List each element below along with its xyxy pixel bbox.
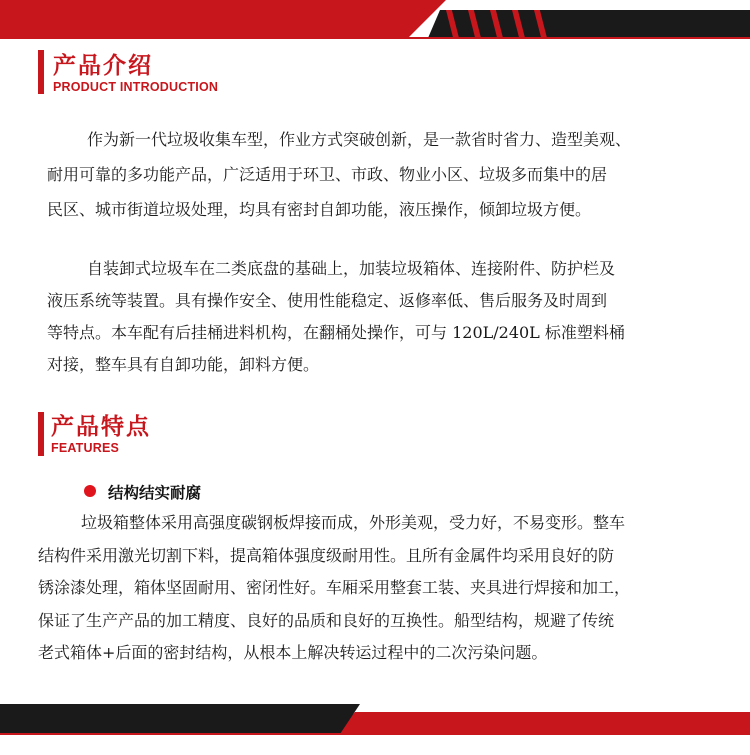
text-line: 对接，整车具有自卸功能，卸料方便。 (47, 355, 320, 374)
text-line: 民区、城市街道垃圾处理，均具有密封自卸功能，液压操作，倾卸垃圾方便。 (47, 200, 592, 219)
text-line: 液压系统等装置。具有操作安全、使用性能稳定、返修率低、售后服务及时周到 (47, 291, 608, 310)
feature-bullet-title: 结构结实耐腐 (108, 484, 202, 502)
bullet-icon (84, 485, 96, 497)
section-subtitle-features: FEATURES (51, 441, 120, 455)
text-line: 作为新一代垃圾收集车型，作业方式突破创新，是一款省时省力、造型美观、 (87, 130, 632, 149)
bottom-banner-line (0, 733, 750, 735)
text-line: 老式箱体+后面的密封结构，从根本上解决转运过程中的二次污染问题。 (38, 643, 548, 662)
text-line: 等特点。本车配有后挂桶进料机构，在翻桶处操作，可与 120L/240L 标准塑料桶 (47, 323, 625, 342)
intro-paragraph-1 (47, 122, 737, 227)
bottom-banner-red (335, 712, 750, 734)
bottom-banner-dark (0, 704, 360, 734)
text-line: 自装卸式垃圾车在二类底盘的基础上，加装垃圾箱体、连接附件、防护栏及 (87, 259, 616, 278)
text-line: 保证了生产产品的加工精度、良好的品质和良好的互换性。船型结构，规避了传统 (38, 610, 615, 630)
features-paragraph (38, 507, 738, 670)
top-banner-line (0, 37, 750, 39)
section-marker (38, 412, 44, 456)
section-title-intro: 产品介绍 (53, 53, 153, 79)
section-title-features: 产品特点 (51, 414, 151, 440)
text-line: 垃圾箱整体采用高强度碳钢板焊接而成，外形美观，受力好，不易变形。整车 (81, 513, 626, 532)
top-banner-red (0, 0, 446, 38)
text-line: 结构件采用激光切割下料，提高箱体强度级耐用性。且所有金属件均采用良好的防 (38, 545, 615, 565)
intro-paragraph-2 (47, 253, 737, 381)
text-line: 锈涂漆处理，箱体坚固耐用、密闭性好。车厢采用整套工装、夹具进行焊接和加工， (38, 578, 631, 597)
section-subtitle-intro: PRODUCT INTRODUCTION (53, 80, 219, 94)
section-marker (38, 50, 44, 94)
text-line: 耐用可靠的多功能产品，广泛适用于环卫、市政、物业小区、垃圾多而集中的居 (47, 165, 608, 184)
